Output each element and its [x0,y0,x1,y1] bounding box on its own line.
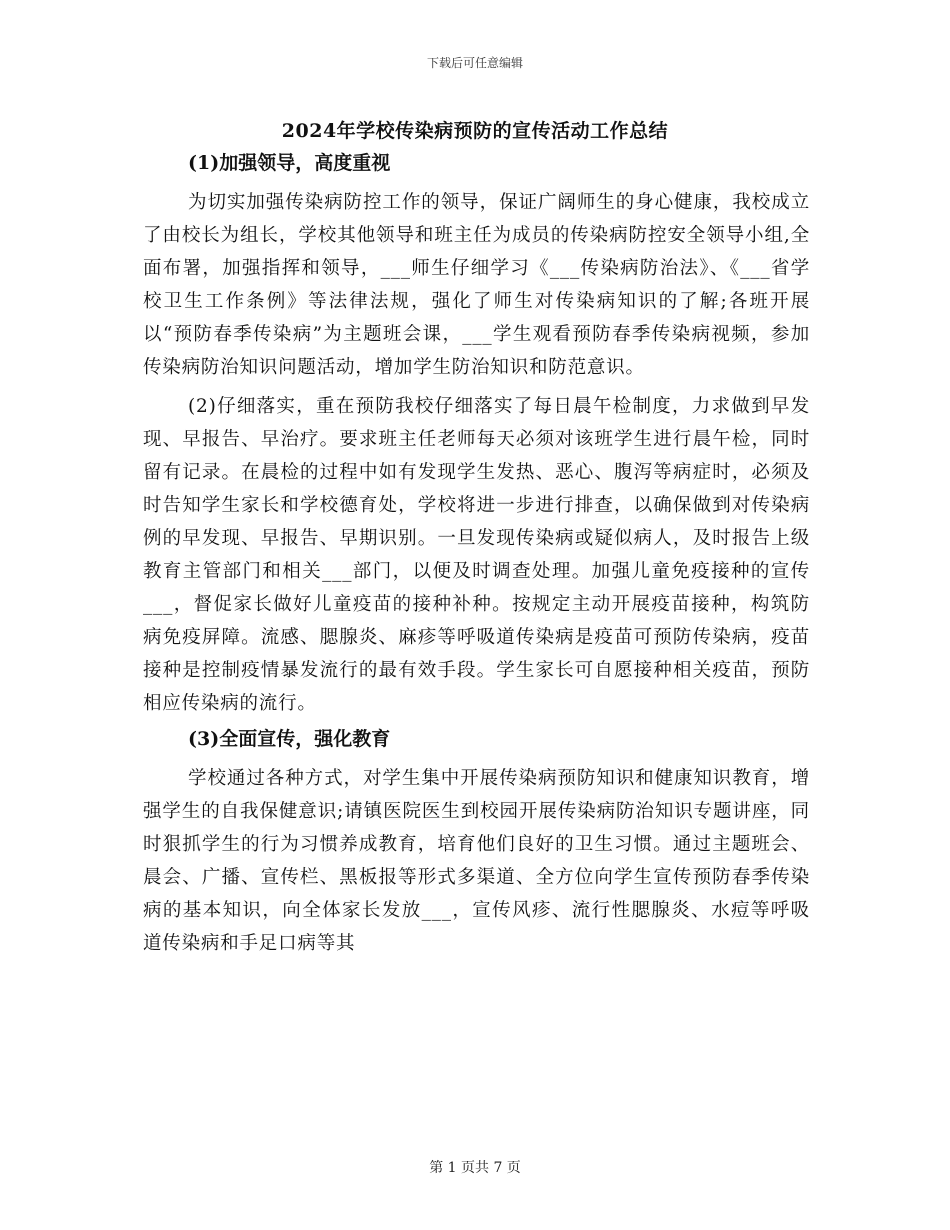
section-heading-1: (1)加强领导，高度重视 [188,152,391,174]
document-title: 2024年学校传染病预防的宣传活动工作总结 [281,120,669,142]
download-note: 下载后可任意编辑 [426,56,523,70]
document-body [143,150,810,966]
page-indicator: 第 1 页共 7 页 [429,1160,521,1176]
section-paragraph-3: 学校通过各种方式，对学生集中开展传染病预防知识和健康知识教育，增强学生的自我保健意识;请镇医院医生到校园开展传染病防治知识专题讲座，同时狠抓学生的行为习惯养成教育，培育他们良好的卫生习惯。通过主题班会、晨会、广播、宣传栏、黑板报等形式多渠道、全方位向学生宣传预防春季传染病的基本知识，向全体家长发放___，宣传风疹、流行性腮腺炎、水痘等呼吸道传染病和手足口病等其 [143,768,810,954]
section-paragraph-1: 为切实加强传染病防控工作的领导，保证广阔师生的身心健康，我校成立了由校长为组长，学校其他领导和班主任为成员的传染病防控安全领导小组,全面布署，加强指挥和领导，___师生仔细学习《___传染病防治法》、《___省学校卫生工作条例》等法律法规，强化了师生对传染病知识的了解;各班开展以“预防春季传染病”为主题班会课，___学生观看预防春季传染病视频，参加传染病防治知识问题活动，增加学生防治知识和防范意识。 [143,192,810,378]
section-heading-3: (3)全面宣传，强化教育 [188,728,391,750]
section-paragraph-2: (2)仔细落实，重在预防我校仔细落实了每日晨午检制度，力求做到早发现、早报告、早治疗。要求班主任老师每天必须对该班学生进行晨午检，同时留有记录。在晨检的过程中如有发现学生发热、恶心、腹泻等病症时，必须及时告知学生家长和学校德育处，学校将进一步进行排查，以确保做到对传染病例的早发现、早报告、早期识别。一旦发现传染病或疑似病人，及时报告上级教育主管部门和相关___部门，以便及时调查处理。加强儿童免疫接种的宣传___，督促家长做好儿童疫苗的接种补种。按规定主动开展疫苗接种，构筑防病免疫屏障。流感、腮腺炎、麻疹等呼吸道传染病是疫苗可预防传染病，疫苗接种是控制疫情暴发流行的最有效手段。学生家长可自愿接种相关疫苗，预防相应传染病的流行。 [143,396,810,714]
